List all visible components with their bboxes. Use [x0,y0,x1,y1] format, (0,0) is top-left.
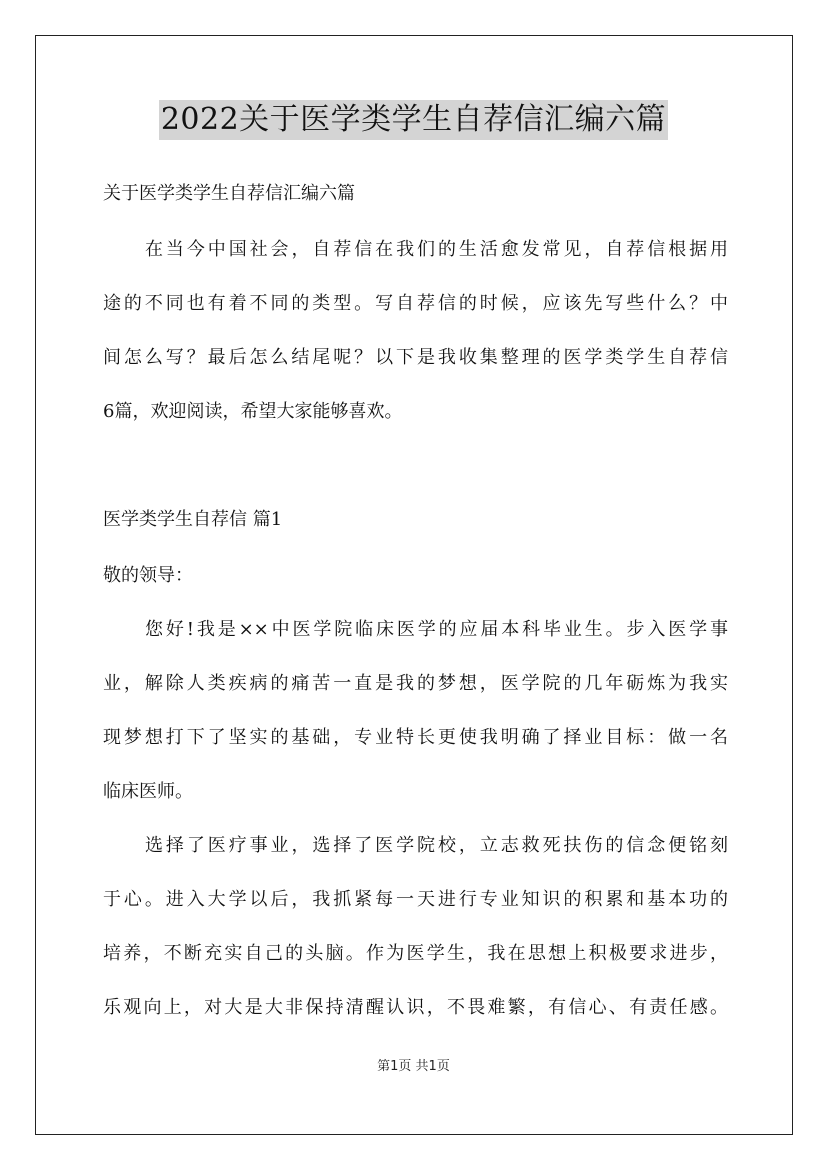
paragraph1-line: 临床医师。 [103,781,193,802]
paragraph2-line: 培养，不断充实自己的头脑。作为医学生，我在思想上积极要求进步， [103,943,728,964]
page-footer: 第1页 共1页 [377,1059,450,1074]
title-container [0,100,827,140]
paragraph1-line: 现梦想打下了坚实的基础，专业特长更使我明确了择业目标：做一名 [103,727,728,748]
intro-line: 6篇，欢迎阅读，希望大家能够喜欢。 [103,401,403,422]
intro-line: 间怎么写？最后怎么结尾呢？以下是我收集整理的医学类学生自荐信 [103,347,728,368]
section-heading: 医学类学生自荐信 篇1 [103,509,283,530]
intro-line: 在当今中国社会，自荐信在我们的生活愈发常见，自荐信根据用 [145,239,728,260]
paragraph1-line: 您好!我是××中医学院临床医学的应届本科毕业生。步入医学事 [145,619,728,640]
paragraph1-line: 业，解除人类疾病的痛苦一直是我的梦想，医学院的几年砺炼为我实 [103,673,728,694]
intro-line: 途的不同也有着不同的类型。写自荐信的时候，应该先写些什么？中 [103,293,728,314]
paragraph2-line: 乐观向上，对大是大非保持清醒认识，不畏难繁，有信心、有责任感。 [103,997,728,1018]
spacer [103,448,728,502]
salutation: 敬的领导： [103,565,193,586]
paragraph2-line: 于心。进入大学以后，我抓紧每一天进行专业知识的积累和基本功的 [103,889,728,910]
document-title: 2022关于医学类学生自荐信汇编六篇 [159,100,668,140]
document-subtitle: 关于医学类学生自荐信汇编六篇 [103,183,355,204]
paragraph2-line: 选择了医疗事业，选择了医学院校，立志救死扶伤的信念便铭刻 [145,835,728,856]
document-body [103,176,728,1044]
